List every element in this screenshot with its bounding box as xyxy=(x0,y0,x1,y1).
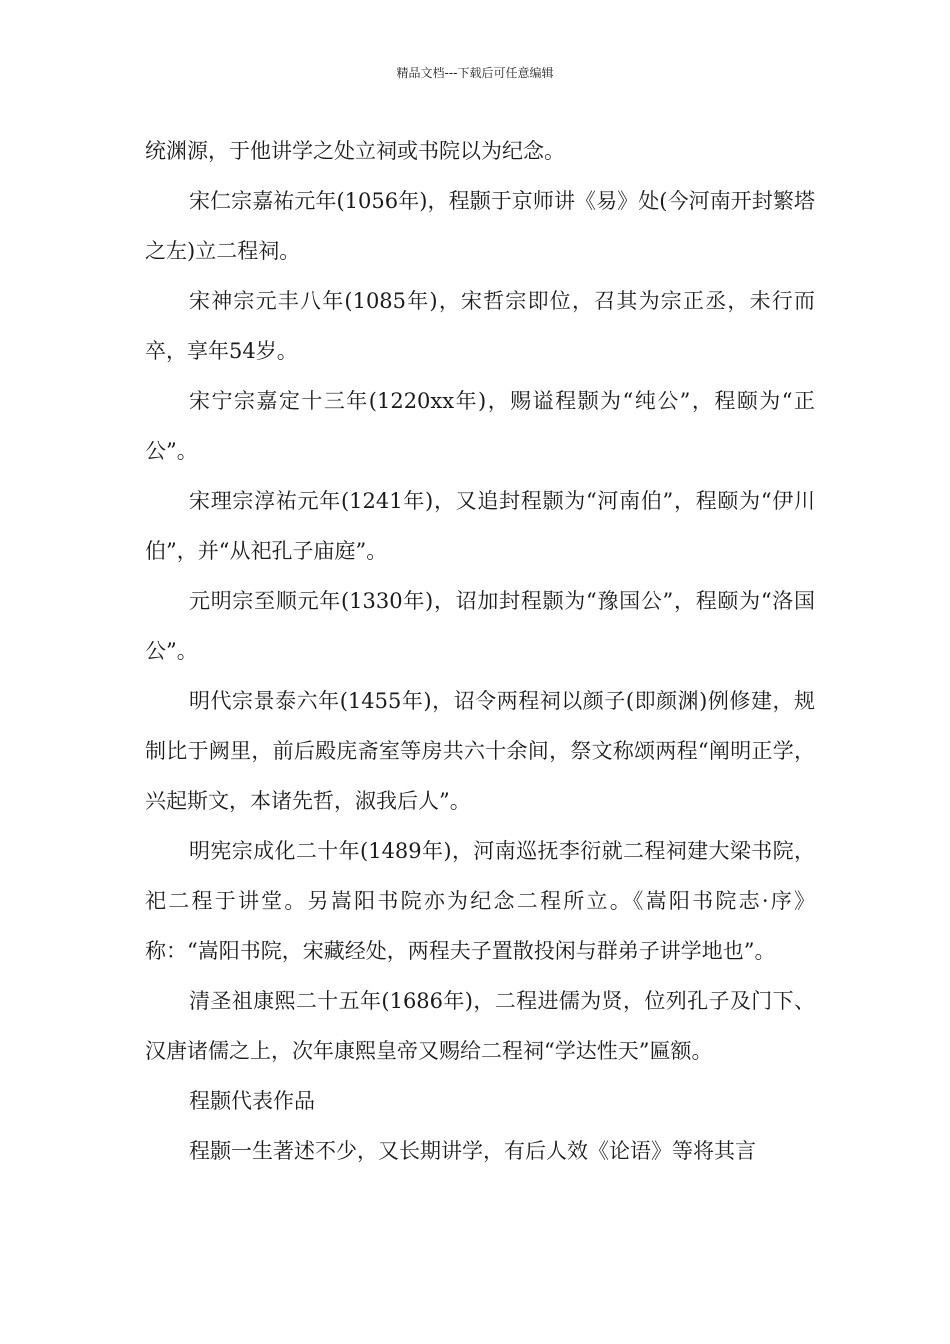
paragraph: 元明宗至顺元年(1330年)，诏加封程颢为“豫国公”，程颐为“洛国公”。 xyxy=(145,589,815,663)
section-heading: 程颢代表作品 xyxy=(189,1089,315,1113)
paragraph: 明代宗景泰六年(1455年)，诏令两程祠以颜子(即颜渊)例修建，规制比于阙里，前后殿庑斋室等房共六十余间，祭文称颂两程“阐明正学，兴起斯文，本诸先哲，淑我后人”。 xyxy=(145,689,815,813)
paragraph: 宋宁宗嘉定十三年(1220xx年)，赐谥程颢为“纯公”，程颐为“正公”。 xyxy=(145,389,815,463)
paragraph: 宋理宗淳祐元年(1241年)，又追封程颢为“河南伯”，程颐为“伊川伯”，并“从祀孔子庙庭”。 xyxy=(145,489,815,563)
paragraph: 宋神宗元丰八年(1085年)，宋哲宗即位，召其为宗正丞，未行而卒，享年54岁。 xyxy=(145,289,815,363)
document-body xyxy=(145,126,815,1176)
paragraph: 清圣祖康熙二十五年(1686年)，二程进儒为贤，位列孔子及门下、汉唐诸儒之上，次年康熙皇帝又赐给二程祠“学达性天”匾额。 xyxy=(145,989,815,1063)
page-header: 精品文档---下载后可任意编辑 xyxy=(396,66,554,80)
paragraph: 明宪宗成化二十年(1489年)，河南巡抚李衍就二程祠建大梁书院，祀二程于讲堂。另嵩阳书院亦为纪念二程所立。《嵩阳书院志·序》称：“嵩阳书院，宋藏经处，两程夫子置散投闲与群弟子讲学地也”。 xyxy=(145,839,815,963)
paragraph: 宋仁宗嘉祐元年(1056年)，程颢于京师讲《易》处(今河南开封繁塔之左)立二程祠。 xyxy=(145,189,815,263)
paragraph: 统渊源，于他讲学之处立祠或书院以为纪念。 xyxy=(145,139,565,163)
paragraph: 程颢一生著述不少，又长期讲学，有后人效《论语》等将其言 xyxy=(189,1139,756,1163)
